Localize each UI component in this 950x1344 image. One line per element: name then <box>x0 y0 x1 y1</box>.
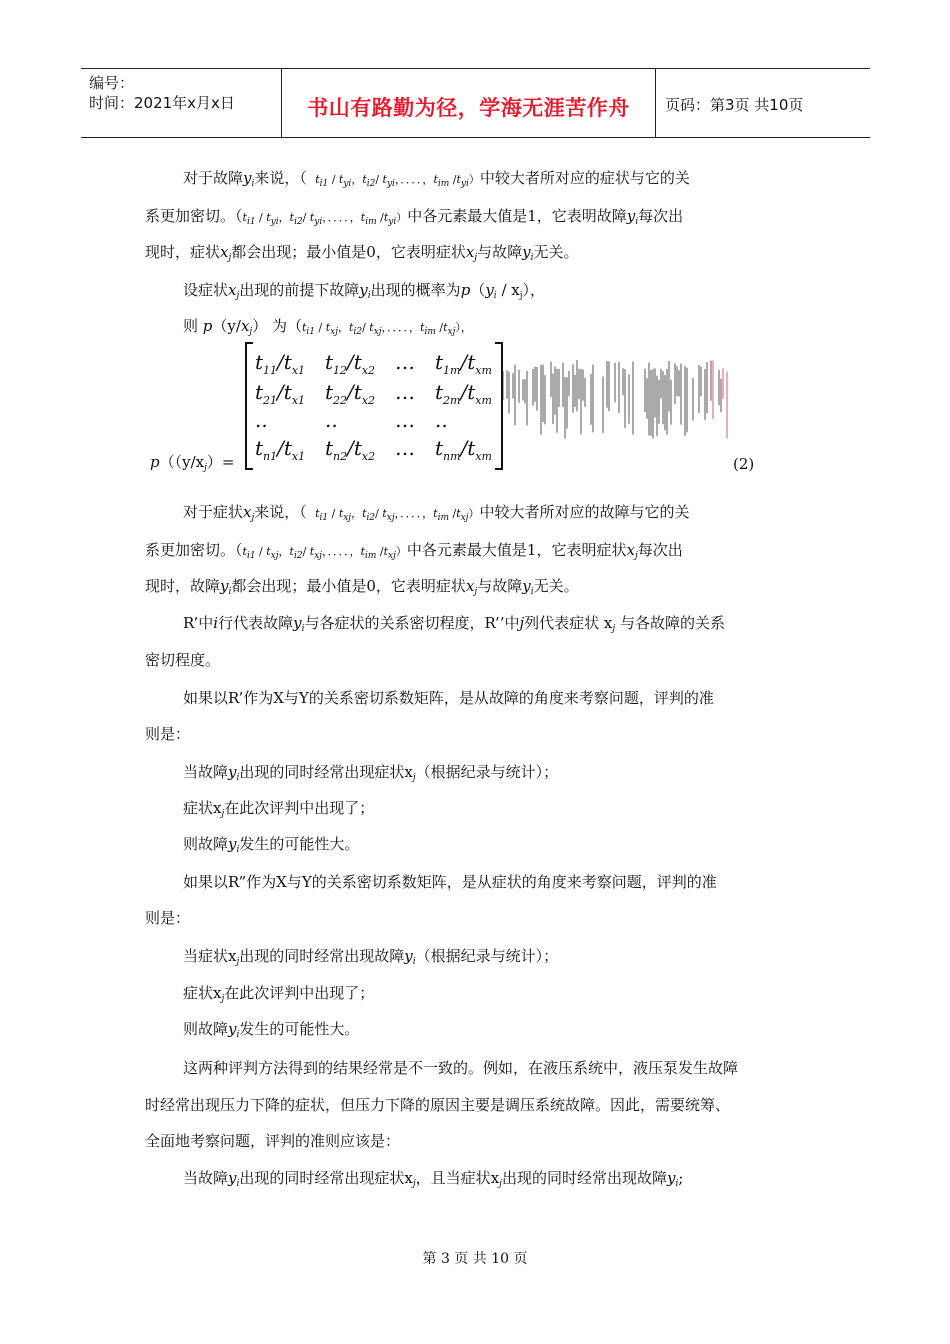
criterion-2c: 则故障$y_i$发生的可能性大。 <box>183 1020 360 1040</box>
text: 与故障 <box>477 577 523 595</box>
text: 发生的可能性大。 <box>239 1020 360 1038</box>
matrix-cell: … <box>395 408 415 432</box>
matrix-cell: .. <box>325 408 338 432</box>
text: 则 <box>183 317 199 335</box>
text: 出现的同时经常出现症状 <box>239 1169 405 1187</box>
paragraph-14-line-2: 时经常出现压力下降的症状，但压力下降的原因主要是调压系统故障。因此，需要统筹、 <box>145 1096 731 1114</box>
paragraph-10-line-1: 如果以R”作为X与Y的关系密切系数矩阵，是从症状的角度来考察问题，评判的准 <box>183 873 717 891</box>
text: 系更加密切。（ <box>145 207 243 225</box>
equation-lhs: $p((y/x_j)=$ <box>150 453 235 473</box>
text: 在此次评判中出现了； <box>224 799 375 817</box>
page-info: 页码：第3页 共10页 <box>665 96 804 114</box>
matrix-cell: $t_{nm}/t_{xm}$ <box>435 436 492 463</box>
criterion-1b: 症状$x_j$在此次评判中出现了； <box>183 799 375 819</box>
header-page-cell <box>657 69 870 137</box>
text: 设症状 <box>183 281 229 299</box>
text: 无关。 <box>533 243 579 261</box>
text: 在此次评判中出现了； <box>224 984 375 1002</box>
text: 当症状 <box>183 947 229 965</box>
time-label: 时间：2021年x月x日 <box>89 94 235 112</box>
matrix-cell: … <box>395 436 415 460</box>
text: 发生的可能性大。 <box>239 835 360 853</box>
text: 现时，症状 <box>145 243 221 261</box>
paragraph-14-line-3: 全面地考察问题，评判的准则应该是： <box>145 1132 401 1150</box>
matrix-cell: $t_{1m}/t_{xm}$ <box>435 350 492 377</box>
text: 每次出 <box>638 207 684 225</box>
matrix-cell: … <box>395 380 415 404</box>
page-footer: 第 3 页 共 10 页 <box>422 1251 528 1267</box>
tuple-text: $t_{i1} / t_{yi}$，$t_{i2}/$ $t_{yi}$，．．．．，$t_{im}$ $/t_{yi}$） <box>315 173 480 189</box>
matrix-cell: $t_{22}/t_{x2}$ <box>325 380 376 407</box>
text: 与各故障的关系 <box>619 614 725 632</box>
criterion-3: 当故障$y_i$出现的同时经常出现症状$x_j$，且当症状$x_j$出现的同时经常出现故障$y_i$; <box>183 1169 684 1189</box>
text: 无关。 <box>533 577 579 595</box>
matrix-cell: .. <box>435 408 448 432</box>
text: 症状 <box>183 984 214 1002</box>
document-header <box>81 68 870 138</box>
tuple-text: $t_{i1} / t_{xj}$，$t_{i2}/$ $t_{xj}$，．．．．，$t_{im}$ $/t_{xj}$）， <box>302 321 472 337</box>
text: 来说，（ <box>254 503 307 521</box>
text: 则故障 <box>183 835 229 853</box>
text: 中较大者所对应的症状与它的关 <box>479 169 690 187</box>
paragraph-5-line-2: 密切程度。 <box>145 651 221 669</box>
text: 症状 <box>183 799 214 817</box>
text: 列代表症状 <box>524 614 600 632</box>
paragraph-3: 则 $p(y/x_j)$ 为（$t_{i1} / t_{xj}$，$t_{i2}/$ $t_{xj}$，．．．．，$t_{im}$ $/t_{xj}$）， <box>183 317 472 337</box>
text: ，且当症状 <box>415 1169 491 1187</box>
header-meta-cell <box>81 69 282 137</box>
text: 行代表故障 <box>218 614 294 632</box>
text: 出现的概率为 <box>370 281 461 299</box>
matrix-cell: $t_{21}/t_{x1}$ <box>255 380 306 407</box>
matrix-left-bracket <box>245 342 253 470</box>
matrix-cell: $t_{2m}/t_{xm}$ <box>435 380 492 407</box>
paragraph-5-line-1: R’中i行代表故障$y_i$与各症状的关系密切程度，R’’中j列代表症状 $x_j$ 与各故障的关系 <box>183 614 725 634</box>
matrix-right-bracket <box>495 342 503 470</box>
text: 系更加密切。（ <box>145 541 243 559</box>
text: 当故障 <box>183 1169 229 1187</box>
text: 出现的同时经常出现症状 <box>239 763 405 781</box>
paragraph-14-line-1: 这两种评判方法得到的结果经常是不一致的。例如，在液压系统中，液压泵发生故障 <box>183 1059 739 1077</box>
text: 对于症状 <box>183 503 244 521</box>
text: 中较大者所对应的故障与它的关 <box>479 503 690 521</box>
criterion-1c: 则故障$y_i$发生的可能性大。 <box>183 835 360 855</box>
equation-number: (2) <box>733 455 755 473</box>
tuple-text: $t_{i1} / t_{xj}$，$t_{i2}/$ $t_{xj}$，．．．．，$t_{im}$ $/t_{xj}$） <box>315 507 480 523</box>
paragraph-1-line-1: 对于故障$y_i$来说，（ $t_{i1} / t_{yi}$，$t_{i2}/$ $t_{yi}$，．．．．，$t_{im}$ $/t_{yi}$）中较大者所对应的症状与它的关 <box>183 169 690 189</box>
matrix-cell: .. <box>255 408 268 432</box>
paragraph-6-line-1: 如果以R’作为X与Y的关系密切系数矩阵，是从故障的角度来考察问题，评判的准 <box>183 689 714 707</box>
paragraph-10-line-2: 则是： <box>145 909 191 927</box>
text: （根据纪录与统计）； <box>415 947 559 965</box>
text: R’中 <box>183 614 214 632</box>
text: 则故障 <box>183 1020 229 1038</box>
text: 都会出现；最小值是0，它表明症状 <box>231 243 466 261</box>
paragraph-4-line-2: 系更加密切。（$t_{i1} / t_{xj}$，$t_{i2}/$ $t_{xj}$，．．．．，$t_{im}$ $/t_{xj}$）中各元素最大值是1，它表明症状$x_j$每次出 <box>145 541 683 561</box>
matrix-cell: $t_{11}/t_{x1}$ <box>255 350 306 377</box>
text: 与各症状的关系密切程度，R’’中 <box>304 614 520 632</box>
text: 现时，故障 <box>145 577 221 595</box>
text: 出现的同时经常出现故障 <box>501 1169 667 1187</box>
matrix <box>245 342 503 466</box>
matrix-cell: … <box>395 350 415 374</box>
text: 来说，（ <box>254 169 307 187</box>
text: 每次出 <box>637 541 683 559</box>
paragraph-1-line-2: 系更加密切。（$t_{i1} / t_{yi}$，$t_{i2}/$ $t_{yi}$，．．．．，$t_{im}$ $/t_{yi}$）中各元素最大值是1，它表明故障$y_i$每次出 <box>145 207 684 227</box>
text: 出现的同时经常出现故障 <box>239 947 405 965</box>
tuple-text: $t_{i1} / t_{xj}$，$t_{i2}/$ $t_{xj}$，．．．．，$t_{im}$ $/t_{xj}$） <box>242 545 407 561</box>
garbled-image-artifact <box>503 355 728 445</box>
paragraph-4-line-3: 现时，故障$y_i$都会出现；最小值是0，它表明症状$x_j$与故障$y_i$无关。 <box>145 577 579 597</box>
tuple-text: $t_{i1} / t_{yi}$，$t_{i2}/$ $t_{yi}$，．．．．，$t_{im}$ $/t_{yi}$） <box>242 211 408 227</box>
header-motto-cell <box>282 69 656 137</box>
text: 中各元素最大值是1，它表明症状 <box>406 541 627 559</box>
text: 都会出现；最小值是0，它表明症状 <box>231 577 466 595</box>
matrix-cell: $t_{n1}/t_{x1}$ <box>255 436 306 463</box>
text: 为（ <box>271 317 302 335</box>
text: 出现的前提下故障 <box>239 281 360 299</box>
text: 当故障 <box>183 763 229 781</box>
criterion-2b: 症状$x_j$在此次评判中出现了； <box>183 984 375 1004</box>
text: 中各元素最大值是1，它表明故障 <box>407 207 627 225</box>
criterion-1a: 当故障$y_i$出现的同时经常出现症状$x_j$（根据纪录与统计）； <box>183 763 559 783</box>
paragraph-2: 设症状$x_j$出现的前提下故障$y_i$出现的概率为$p(y_i / x_j)$， <box>183 281 546 301</box>
criterion-2a: 当症状$x_j$出现的同时经常出现故障$y_i$（根据纪录与统计）； <box>183 947 559 967</box>
matrix-cell: $t_{12}/t_{x2}$ <box>325 350 376 377</box>
number-label: 编号： <box>89 74 135 92</box>
motto: 书山有路勤为径，学海无涯苦作舟 <box>307 96 630 120</box>
text: （y/x <box>174 453 205 471</box>
text: 对于故障 <box>183 169 244 187</box>
text: 与故障 <box>477 243 523 261</box>
text: （根据纪录与统计）； <box>415 763 559 781</box>
paragraph-1-line-3: 现时，症状$x_j$都会出现；最小值是0，它表明症状$x_j$与故障$y_i$无关。 <box>145 243 579 263</box>
paragraph-6-line-2: 则是： <box>145 725 191 743</box>
paragraph-4-line-1: 对于症状$x_j$来说，（ $t_{i1} / t_{xj}$，$t_{i2}/$ $t_{xj}$，．．．．，$t_{im}$ $/t_{xj}$）中较大者所对应的故障与它的关 <box>183 503 690 523</box>
matrix-cell: $t_{n2}/t_{x2}$ <box>325 436 376 463</box>
